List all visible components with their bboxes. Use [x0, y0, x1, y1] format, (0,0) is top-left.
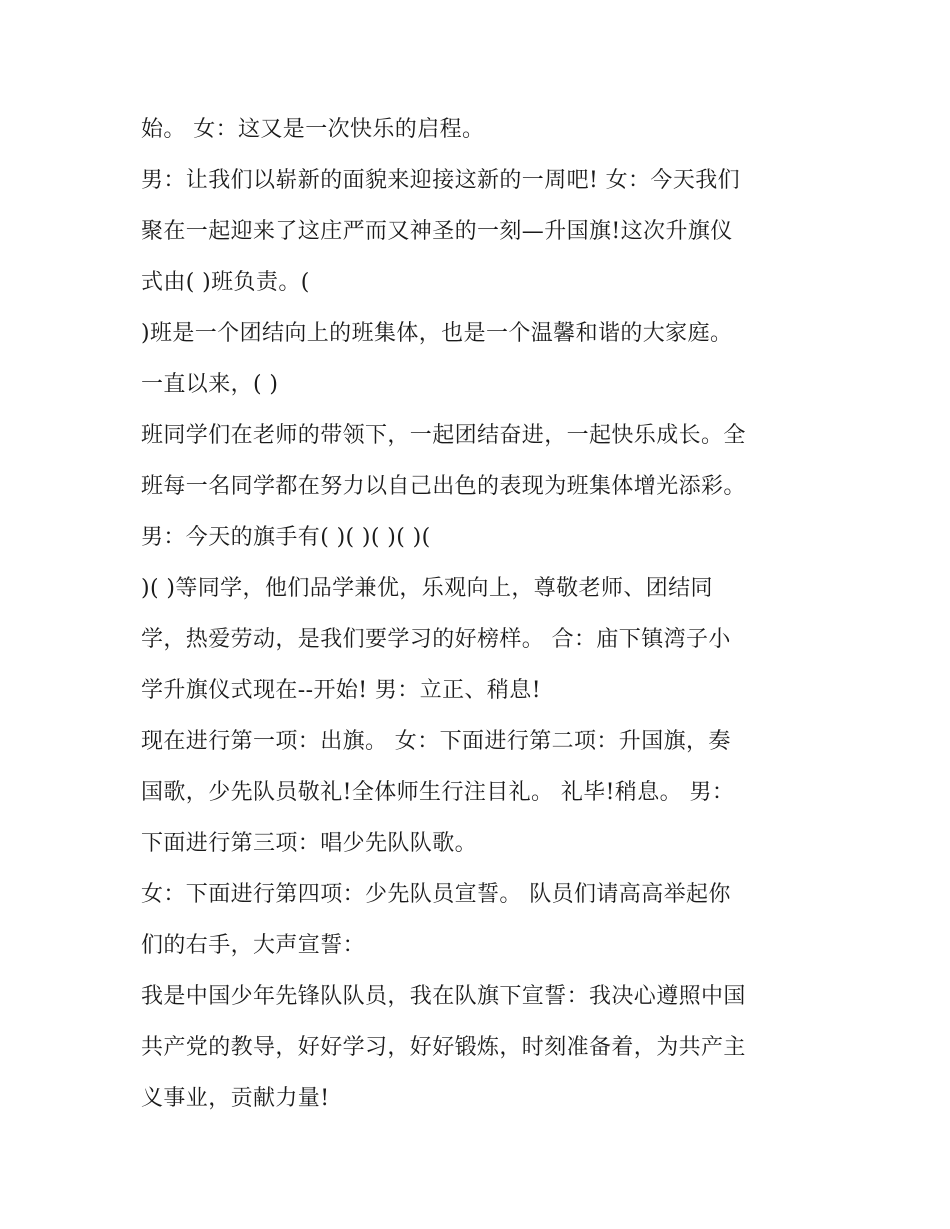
text-line: 男：今天的旗手有( )( )( )( )(	[141, 525, 431, 550]
text-line: )( )等同学，他们品学兼优，乐观向上，尊敬老师、团结同	[141, 576, 713, 601]
text-line: 女：下面进行第四项：少先队员宣誓。 队员们请高高举起你	[141, 882, 731, 907]
text-line: 现在进行第一项：出旗。 女：下面进行第二项：升国旗，奏	[141, 729, 731, 754]
text-line: 国歌，少先队员敬礼!全体师生行注目礼。 礼毕!稍息。 男：	[141, 780, 735, 805]
text-line: 一直以来，( )	[141, 372, 279, 397]
text-line: 男：让我们以崭新的面貌来迎接这新的一周吧! 女：今天我们	[141, 168, 741, 193]
text-line: 班同学们在老师的带领下，一起团结奋进，一起快乐成长。全	[141, 423, 746, 448]
text-line: 下面进行第三项：唱少先队队歌。	[141, 831, 478, 856]
text-line: )班是一个团结向上的班集体，也是一个温馨和谐的大家庭。	[141, 321, 733, 346]
text-line: 班每一名同学都在努力以自己出色的表现为班集体增光添彩。	[141, 474, 746, 499]
text-line: 聚在一起迎来了这庄严而又神圣的一刻—升国旗!这次升旗仪	[141, 219, 733, 244]
text-line: 学升旗仪式现在--开始! 男：立正、稍息!	[141, 678, 541, 703]
text-line: 我是中国少年先锋队队员，我在队旗下宣誓：我决心遵照中国	[141, 984, 746, 1009]
text-line: 式由( )班负责。(	[141, 270, 310, 295]
text-line: 学，热爱劳动，是我们要学习的好榜样。 合：庙下镇湾子小	[141, 627, 731, 652]
text-line: 始。 女：这又是一次快乐的启程。	[141, 117, 485, 142]
text-line: 共产党的教导，好好学习，好好锻炼，时刻准备着，为共产主	[141, 1035, 746, 1060]
text-line: 们的右手，大声宣誓：	[141, 933, 366, 958]
document-body	[141, 108, 821, 1128]
text-line: 义事业，贡献力量!	[141, 1086, 330, 1111]
